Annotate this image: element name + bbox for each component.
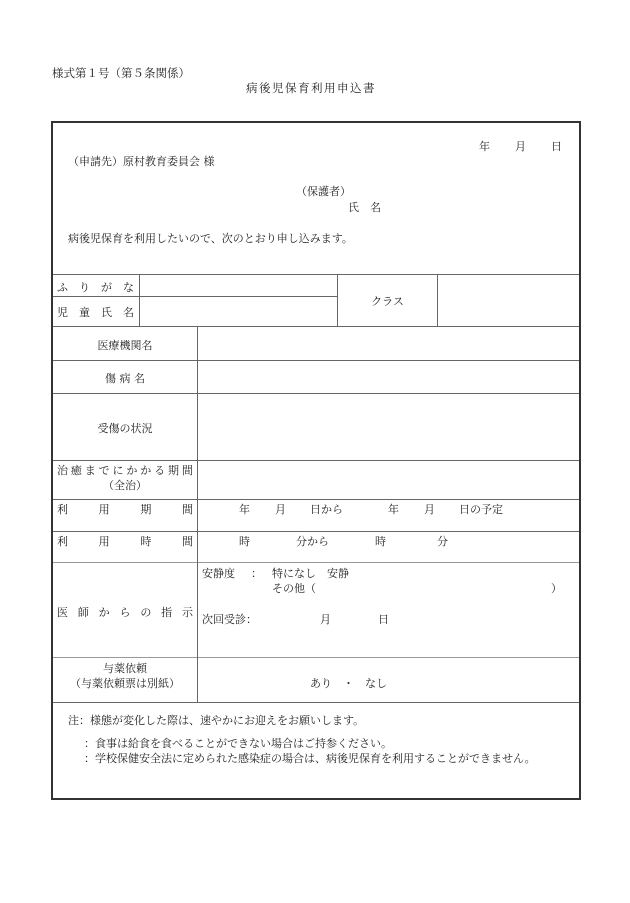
rest-other-close: ） bbox=[551, 582, 562, 595]
child-name-field[interactable] bbox=[141, 298, 336, 325]
divider bbox=[437, 274, 438, 326]
divider bbox=[53, 360, 579, 361]
date-year-label: 年 bbox=[479, 140, 490, 153]
guardian-name-label: 氏 名 bbox=[348, 201, 381, 214]
note-1: 注：様態が変化した際は、速やかにお迎えをお願いします。 bbox=[68, 714, 365, 727]
page-title: 病後児保育利用申込書 bbox=[246, 81, 376, 95]
usage-from-hour: 時 bbox=[239, 535, 250, 548]
application-statement: 病後児保育を利用したいので、次のとおり申し込みます。 bbox=[68, 232, 353, 245]
injury-status-label: 受傷の状況 bbox=[97, 422, 153, 435]
rest-level-options[interactable]: 特になし 安静 bbox=[272, 567, 349, 580]
next-visit-label: 次回受診： bbox=[202, 613, 257, 626]
usage-from-day: 日から bbox=[310, 503, 343, 516]
usage-to-minute: 分 bbox=[437, 535, 448, 548]
note-2: ：食事は給食を食べることができない場合はご持参ください。 bbox=[84, 737, 392, 750]
medication-sublabel: （与薬依頼票は別紙） bbox=[70, 677, 180, 690]
usage-from-minute: 分から bbox=[296, 535, 329, 548]
usage-from-year: 年 bbox=[239, 503, 250, 516]
child-name-label: 児 童 氏 名 bbox=[57, 306, 134, 319]
usage-to-day: 日の予定 bbox=[459, 503, 503, 516]
divider bbox=[53, 499, 579, 500]
divider bbox=[53, 393, 579, 394]
medication-label: 与薬依頼 bbox=[103, 662, 147, 675]
class-field[interactable] bbox=[439, 276, 577, 325]
next-visit-month: 月 bbox=[320, 613, 331, 626]
disease-name-field[interactable] bbox=[199, 362, 577, 392]
doctor-instructions-label: 医 師 か ら の 指 示 bbox=[57, 606, 193, 619]
injury-status-field[interactable] bbox=[199, 395, 577, 459]
recovery-period-field[interactable] bbox=[199, 462, 577, 498]
date-day-label: 日 bbox=[551, 140, 562, 153]
divider bbox=[139, 274, 140, 326]
divider bbox=[53, 326, 579, 327]
divider bbox=[53, 702, 579, 703]
medical-institution-field[interactable] bbox=[199, 328, 577, 359]
form-number: 様式第１号（第５条関係） bbox=[52, 66, 190, 80]
medical-institution-label: 医療機関名 bbox=[97, 339, 153, 352]
usage-period-label: 利 用 期 間 bbox=[57, 503, 193, 516]
divider bbox=[53, 657, 579, 658]
usage-to-hour: 時 bbox=[375, 535, 386, 548]
divider bbox=[197, 326, 198, 702]
furigana-label: ふ り が な bbox=[57, 281, 134, 294]
note-3: ：学校保健安全法に定められた感染症の場合は、病後児保育を利用することができません。 bbox=[84, 752, 536, 765]
divider bbox=[53, 296, 337, 297]
rest-level-colon: ： bbox=[251, 567, 262, 580]
rest-other-open: その他（ bbox=[272, 582, 316, 595]
guardian-name-field[interactable] bbox=[390, 196, 570, 214]
addressee: （申請先）原村教育委員会 様 bbox=[68, 155, 215, 168]
medication-options[interactable]: あり ・ なし bbox=[310, 677, 387, 690]
rest-other-field[interactable] bbox=[320, 578, 550, 594]
divider bbox=[53, 274, 579, 275]
usage-time-label: 利 用 時 間 bbox=[57, 535, 193, 548]
divider bbox=[53, 460, 579, 461]
usage-to-year: 年 bbox=[388, 503, 399, 516]
rest-level-label: 安静度 bbox=[202, 567, 235, 580]
next-visit-day: 日 bbox=[378, 613, 389, 626]
divider bbox=[53, 562, 579, 563]
recovery-period-label: 治 癒 ま で に か か る 期 間 bbox=[57, 464, 193, 477]
usage-from-month: 月 bbox=[275, 503, 286, 516]
date-month-label: 月 bbox=[515, 140, 526, 153]
furigana-field[interactable] bbox=[141, 276, 336, 295]
disease-name-label: 傷 病 名 bbox=[105, 372, 145, 385]
class-label: クラス bbox=[371, 295, 404, 308]
divider bbox=[53, 531, 579, 532]
usage-to-month: 月 bbox=[424, 503, 435, 516]
guardian-label: （保護者） bbox=[296, 185, 351, 198]
recovery-period-sublabel: （全治） bbox=[103, 479, 147, 492]
